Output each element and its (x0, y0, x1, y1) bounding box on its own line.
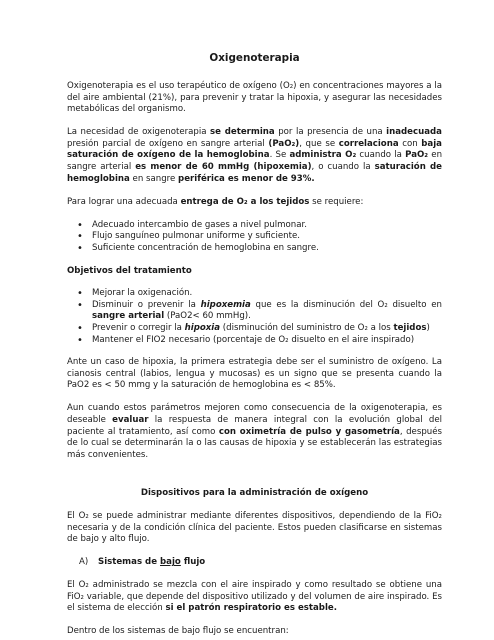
requirements-list (67, 220, 442, 255)
list-item: • Prevenir o corregir la hipoxia (disminución del suministro de O₂ a los tejidos) (92, 323, 442, 335)
evaluate-paragraph: Aun cuando estos parámetros mejoren como consecuencia de la oxigenoterapia, es deseable evaluar la respuesta de manera integral con la evolución global del paciente al tratamiento, así como con oximetría de pulso y gasometría, después de lo cual se determinarán la o las causas de hipoxia y se establecerán las estrategias más convenientes. (67, 403, 442, 460)
hypoxia-paragraph: Ante un caso de hipoxia, la primera estrategia debe ser el suministro de oxígeno. La cianosis central (labios, lengua y mucosas) es un signo que se presenta cuando la PaO2 es < 50 mmg y la saturación de hemoglobina es < 85%. (67, 357, 442, 391)
list-item: • Mantener el FIO2 necesario (porcentaje de O₂ disuelto en el aire inspirado) (92, 335, 442, 347)
within-paragraph: Dentro de los sistemas de bajo flujo se encuentran: (67, 626, 289, 637)
section-a-heading: A) Sistemas de bajo flujo (79, 557, 206, 568)
low-flow-paragraph: El O₂ administrado se mezcla con el aire inspirado y como resultado se obtiene una FiO₂ variable, que depende del dispositivo utilizado y del volumen de aire inspirado. Es el sistema de elección si el patrón respiratorio es estable. (67, 579, 442, 614)
list-item: • Disminuir o prevenir la hipoxemia que es la disminución del O₂ disuelto en sangre arterial (PaO2< 60 mmHg). (92, 300, 442, 323)
objectives-list (67, 288, 442, 346)
list-item: • Mejorar la oxigenación. (92, 288, 442, 300)
need-paragraph: La necesidad de oxigenoterapia se determina por la presencia de una inadecuada presión parcial de oxígeno en sangre arterial (PaO₂), que se correlaciona con baja saturación de oxígeno de la hemoglobina. Se administra O₂ cuando la PaO₂ en sangre arterial es menor de 60 mmHg (hipoxemia), o cuando la saturación de hemoglobina en sangre periférica es menor de 93%. (67, 127, 443, 184)
list-item: • Flujo sanguíneo pulmonar uniforme y suficiente. (92, 231, 442, 243)
document-title: Oxigenoterapia (209, 52, 300, 64)
devices-heading: Dispositivos para la administración de oxígeno (140, 488, 369, 499)
delivery-paragraph: Para lograr una adecuada entrega de O₂ a los tejidos se requiere: (67, 196, 364, 207)
intro-paragraph: Oxigenoterapia es el uso terapéutico de oxígeno (O₂) en concentraciones mayores a la del aire ambiental (21%), para prevenir y tratar la hipoxia, y asegurar las necesidades metabólicas del organismo. (67, 81, 442, 115)
list-item: • Adecuado intercambio de gases a nivel pulmonar. (92, 220, 442, 232)
list-item: • Suficiente concentración de hemoglobina en sangre. (92, 243, 442, 255)
objectives-heading: Objetivos del tratamiento (67, 265, 192, 276)
devices-paragraph: El O₂ se puede administrar mediante diferentes dispositivos, dependiendo de la FiO₂ necesaria y de la condición clínica del paciente. Estos pueden clasificarse en sistemas de bajo y alto flujo. (67, 511, 442, 545)
